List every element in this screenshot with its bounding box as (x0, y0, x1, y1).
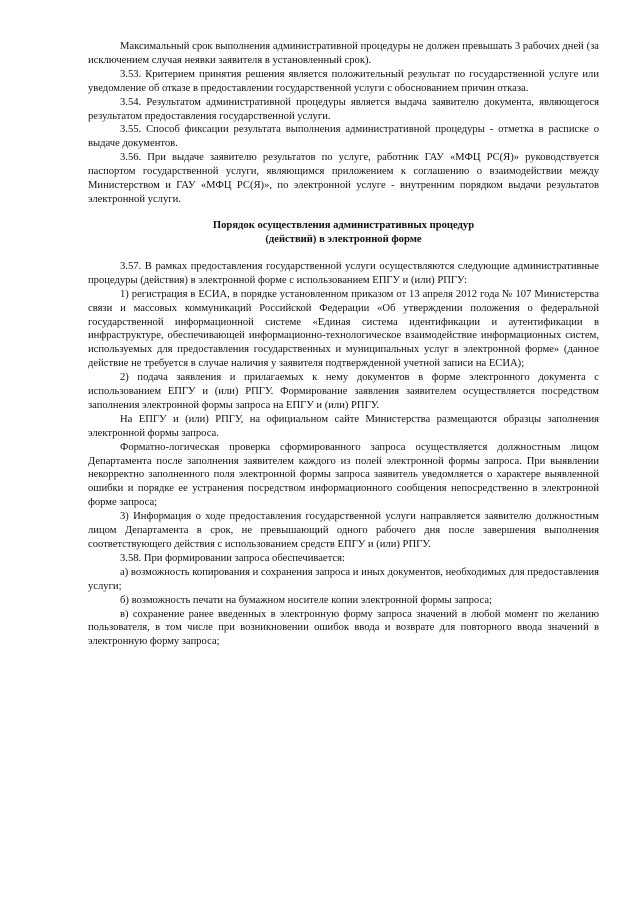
paragraph-format-check: Форматно-логическая проверка сформированного запроса осуществляется должностным лицом Департамента после заполнения заявителем каждого из полей электронной формы запроса. При выявлении некорректно заполненного поля электронной формы запроса заявитель уведомляется о характере выявленной ошибки и порядке ее устранения посредством информационного сообщения непосредственно в электронной форме запроса; (88, 441, 599, 509)
paragraph-max-term: Максимальный срок выполнения административной процедуры не должен превышать 3 рабочих дней (за исключением случая неявки заявителя в установленный срок). (88, 41, 599, 66)
list-item-v-save: в) сохранение ранее введенных в электронную форму запроса значений в любой момент по желанию пользователя, в том числе при возникновении ошибок ввода и возврате для повторного ввода значений в электронную форму запроса; (88, 608, 599, 648)
document-page (88, 40, 599, 649)
list-item-b-print: б) возможность печати на бумажном носителе копии электронной формы запроса; (120, 594, 492, 606)
paragraph-3-55: 3.55. Способ фиксации результата выполнения административной процедуры - отметка в расписке о выдаче документов. (88, 124, 599, 150)
paragraph-samples: На ЕПГУ и (или) РПГУ, на официальном сайте Министерства размещаются образцы заполнения электронной формы запроса. (88, 413, 599, 439)
list-item-a-copy: а) возможность копирования и сохранения запроса и иных документов, необходимых для предоставления услуги; (88, 566, 599, 592)
list-item-3-information: 3) Информация о ходе предоставления государственной услуги направляется заявителю должностным лицом Департамента в срок, не превышающий одного рабочего дня после завершения выполнения соответствующего действия с использованием средств ЕПГУ и (или) РПГУ. (88, 511, 599, 550)
section-heading (88, 219, 599, 247)
paragraph-3-53: 3.53. Критерием принятия решения является положительный результат по государственной услуге или уведомление об отказе в предоставлении государственной услуги с обоснованием причин отказа. (88, 68, 599, 94)
section-heading-line-1: Порядок осуществления административных процедур (212, 219, 475, 231)
paragraph-3-54: 3.54. Результатом административной процедуры является выдача заявителю документа, являющегося результатом предоставления государственной услуги. (88, 96, 599, 122)
paragraph-3-56: 3.56. При выдаче заявителю результатов по услуге, работник ГАУ «МФЦ РС(Я)» руководствуется паспортом государственной услуги, являющимся приложением к соглашению о взаимодействии между Министерством и ГАУ «МФЦ РС(Я)», по электронной услуге - внутренним порядком выдачи результатов электронной услуги. (88, 152, 599, 205)
list-item-1-esia: 1) регистрация в ЕСИА, в порядке установленном приказом от 13 апреля 2012 года № 107 Министерства связи и массовых коммуникаций Российской Федерации «Об утверждении положения о федеральной государственной информационной системе «Единая система идентификации и аутентификации в инфраструктуре, обеспечивающей информационно-технологическое взаимодействие информационных систем, используемых для предоставления государственных и муниципальных услуг в электронной форме» (данное действие не требуется в случае наличия у заявителя подтвержденной учетной записи на ЕСИА); (88, 288, 599, 370)
paragraph-3-57: 3.57. В рамках предоставления государственной услуги осуществляются следующие административные процедуры (действия) в электронной форме с использованием ЕПГУ и (или) РПГУ: (88, 260, 599, 286)
list-item-2-application: 2) подача заявления и прилагаемых к нему документов в форме электронного документа с использованием ЕПГУ и (или) РПГУ. Формирование заявления заявителем осуществляется посредством заполнения электронной формы запроса на ЕПГУ и (или) РПГУ. (88, 372, 599, 411)
paragraph-3-58: 3.58. При формировании запроса обеспечивается: (120, 552, 345, 564)
section-heading-line-2: (действий) в электронной форме (265, 233, 422, 245)
